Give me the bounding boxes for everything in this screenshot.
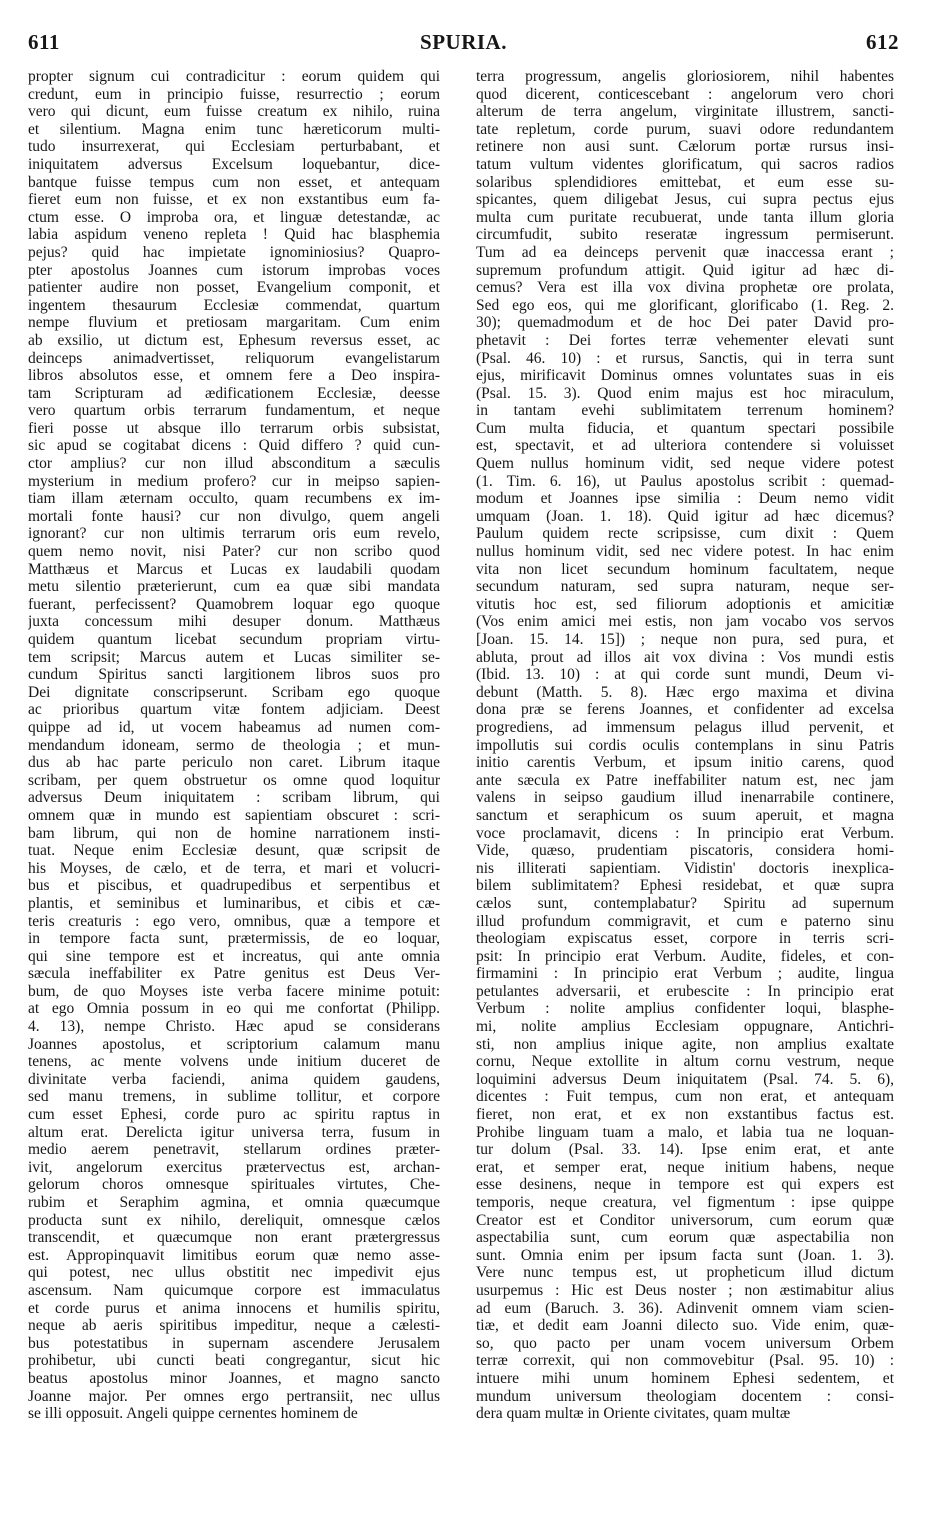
text-line: petulantes adversarii, et erubescite : In principio erat <box>476 982 894 1000</box>
text-line: Quem nullus hominum vidit, sed neque videre potest <box>476 455 894 473</box>
text-line: transcendit, et quæcumque non erant prætergressus <box>28 1229 440 1247</box>
text-line: mortali fonte hausi? cur non divulgo, quem angeli <box>28 507 440 525</box>
text-line: nempe fluvium et pretiosam margaritam. Cum enim <box>28 314 440 332</box>
text-line: bum, de quo Moyses iste verba facere minime potuit: <box>28 982 440 1000</box>
text-line: scribam, per quem obstruetur os omne quod loquitur <box>28 771 440 789</box>
text-line: prohibetur, ubi cuncti beati congregantur, sicut hic <box>28 1352 440 1370</box>
text-line: bus potestatibus in supernam ascendere Jerusalem <box>28 1334 440 1352</box>
text-line: multa cum puritate recubuerat, unde tanta illum gloria <box>476 208 894 226</box>
text-line: Vere nunc tempus est, ut propheticum illud dictum <box>476 1264 894 1282</box>
text-line: umquam (Joan. 1. 18). Quid igitur ad hæc dicemus? <box>476 507 894 525</box>
text-line: valens in seipso gaudium illud inenarrabile continere, <box>476 789 894 807</box>
text-line: tate repletum, corde purum, suavi odore redundantem <box>476 120 894 138</box>
text-line: patienter audire non posset, Evangelium componit, et <box>28 279 440 297</box>
text-line: (Psal. 15. 3). Quod enim majus est hoc miraculum, <box>476 384 894 402</box>
text-line: tur dolum (Psal. 33. 14). Ipse enim erat, et ante <box>476 1141 894 1159</box>
text-line: fieri posse ut absque illo terrarum orbis subsistat, <box>28 419 440 437</box>
text-line: 4. 13), nempe Christo. Hæc apud se considerans <box>28 1018 440 1036</box>
text-line: gelorum choros omnesque spirituales virtutes, Che- <box>28 1176 440 1194</box>
text-line: secundum naturam, sed supra naturam, neque ser- <box>476 578 894 596</box>
text-line: impollutis sui cordis oculis contemplans in sinu Patris <box>476 736 894 754</box>
text-line: pter apostolus Joannes cum istorum improbas voces <box>28 261 440 279</box>
text-line: at ego Omnia possum in eo qui me confortat (Philipp. <box>28 1000 440 1018</box>
text-line: terræ correxit, qui non commovebitur (Psal. 95. 10) : <box>476 1352 894 1370</box>
text-line: (Ibid. 13. 10) : at qui corde sunt mundi, Deum vi- <box>476 666 894 684</box>
text-line: progrediens, ad immensum pelagus illud pervenit, et <box>476 718 894 736</box>
text-line: tuat. Neque enim Ecclesiæ desunt, quæ scripsit de <box>28 842 440 860</box>
text-line: terra progressum, angelis gloriosiorem, nihil habentes <box>476 68 894 85</box>
text-line: bantque fuisse tempus cum non esset, et antequam <box>28 173 440 191</box>
text-line: retinere non ausi sunt. Cælorum portæ rursus insi- <box>476 138 894 156</box>
text-line: metu silentio præterierunt, cum ea quæ sibi mandata <box>28 578 440 596</box>
text-line: in tantam evehi sublimitatem terrenum hominem? <box>476 402 894 420</box>
text-line: sunt. Omnia enim per ipsum facta sunt (Joan. 1. 3). <box>476 1246 894 1264</box>
text-line: tam Scripturam ad ædificationem Ecclesiæ, deesse <box>28 384 440 402</box>
text-line: propter signum cui contradicitur : eorum quidem qui <box>28 68 440 85</box>
text-line: cemus? Vera est illa vox divina prophetæ ore prolata, <box>476 279 894 297</box>
text-line: esse desinens, neque in tempore est qui expers est <box>476 1176 894 1194</box>
text-line: dona præ se ferens Joannes, et confidenter ad excelsa <box>476 701 894 719</box>
text-line: teris creaturis : ego vero, omnibus, quæ a tempore et <box>28 912 440 930</box>
text-line: in tempore facta sunt, prætermissis, de eo loquar, <box>28 930 440 948</box>
text-line: credunt, eum in principio fuisse, resurrectio ; eorum <box>28 85 440 103</box>
text-line: vero quartum orbis terrarum fundamentum, et neque <box>28 402 440 420</box>
text-line: se illi opposuit. Angeli quippe cernentes hominem de <box>28 1405 358 1423</box>
text-line: Prohibe linguam tuam a malo, et labia tua ne loquan- <box>476 1123 894 1141</box>
text-line: et silentium. Magna enim tunc hæreticorum multi- <box>28 120 440 138</box>
text-line: spicantes, quem diligebat Jesus, cui supra pectus ejus <box>476 191 894 209</box>
text-line: tem scripsit; Marcus autem et Lucas similiter se- <box>28 648 440 666</box>
text-line: tenens, ac mente volvens unde initium duceret de <box>28 1053 440 1071</box>
text-line: ad eum (Baruch. 3. 36). Adinvenit omnem viam scien- <box>476 1299 894 1317</box>
running-header <box>28 30 899 60</box>
text-line: mundum universum theologiam docentem : consi- <box>476 1387 894 1405</box>
text-line: solaribus splendidiores emittebat, et eum esse su- <box>476 173 894 191</box>
text-line: (1. Tim. 6. 16), ut Paulus apostolus scribit : quemad- <box>476 472 894 490</box>
text-line: Cum multa fiducia, et quantum spectari possibile <box>476 419 894 437</box>
text-line: nullus hominum vidit, sed nec videre potest. In hac enim <box>476 543 894 561</box>
text-line: [Joan. 15. 14. 15]) ; neque non pura, sed pura, et <box>476 631 894 648</box>
text-line: rubim et Seraphim agmina, et omnia quæcumque <box>28 1194 440 1211</box>
text-line: sed manu tremens, in sublime tollitur, et corpore <box>28 1088 440 1106</box>
text-line: ab exsilio, ut dictum est, Ephesum reversus esset, ac <box>28 331 440 349</box>
text-line: et corde purus et anima innocens et humilis spiritu, <box>28 1299 440 1317</box>
text-line: firmamini : In principio erat Verbum ; audite, lingua <box>476 965 894 983</box>
text-line: cum esset Ephesi, corde puro ac spiritu raptus in <box>28 1106 440 1124</box>
text-line: tiæ, et dedit eam Joanni dilecto suo. Vide enim, quæ- <box>476 1317 894 1335</box>
text-line: ingentem thesaurum Ecclesiæ commendat, quartum <box>28 296 440 314</box>
text-line: dera quam multæ in Oriente civitates, quam multæ <box>476 1405 791 1423</box>
text-line: iniquitatem adversus Excelsum loquebantur, dice- <box>28 155 440 173</box>
text-line: abluta, prout ad illos ait vox divina : Vos mundi estis <box>476 648 894 666</box>
text-line: cælos sunt, contemplabatur? Spiritu ad supernum <box>476 894 894 912</box>
text-line: quidem quantum licebat secundum propriam virtu- <box>28 631 440 648</box>
text-line: fieret, non erat, et ex non exstantibus factus est. <box>476 1106 894 1124</box>
text-line: fieret eum non fuisse, et ex non exstantibus eum fa- <box>28 191 440 209</box>
text-line: est, spectavit, et ad ulteriora contendere si voluisset <box>476 437 894 455</box>
text-line: tiam illam æternam occulto, quam recumbens ex im- <box>28 490 440 508</box>
text-line: libros absolutos esse, et omnem fere a Deo inspira- <box>28 367 440 385</box>
text-line: sæcula ineffabiliter ex Patre genitus est Deus Ver- <box>28 965 440 983</box>
running-title: SPURIA. <box>420 30 507 54</box>
text-line: nis illiterati sapientiam. Vidistin' doctoris inexplica- <box>476 859 894 877</box>
text-line: Dei dignitate conscripserunt. Scribam ego quoque <box>28 683 440 701</box>
text-line: divinitate verba faciendi, anima quidem gaudens, <box>28 1070 440 1088</box>
text-line: Creator est et Conditor universorum, cum eorum quæ <box>476 1211 894 1229</box>
text-line: so, quo pacto per unam vocem universum Orbem <box>476 1334 894 1352</box>
text-line: producta sunt ex nihilo, dereliquit, omnesque cælos <box>28 1211 440 1229</box>
text-line: pejus? quid hac impietate ignominiosius? Quapro- <box>28 243 440 261</box>
text-line: beatus apostolus minor Joannes, et magno sancto <box>28 1369 440 1387</box>
text-line: phetavit : Dei fortes terræ vehementer elevati sunt <box>476 331 894 349</box>
text-line: bus et piscibus, et quadrupedibus et serpentibus et <box>28 877 440 895</box>
text-line: vita non licet secundum hominum facultatem, neque <box>476 560 894 578</box>
text-line: cundum Spiritus sancti largitionem libros suos pro <box>28 666 440 684</box>
text-line: theologiam expiscatus esset, corpore in terris scri- <box>476 930 894 948</box>
text-line: fuerant, perfecissent? Quamobrem loquar ego quoque <box>28 595 440 613</box>
text-line: mi, nolite amplius Ecclesiam oppugnare, Antichri- <box>476 1018 894 1036</box>
text-line: voce proclamavit, dicens : In principio erat Verbum. <box>476 824 894 842</box>
text-line: usurpemus : Hic est Deus noster ; non æstimabitur alius <box>476 1281 894 1299</box>
text-line: vero qui dicunt, eum fuisse creatum ex nihilo, ruina <box>28 103 440 121</box>
text-line: labia aspidum veneno repleta ! Quid hac blasphemia <box>28 226 440 244</box>
text-line: quippe ad id, ut vocem habeamus ad numen com- <box>28 718 440 736</box>
text-line: ctum esse. O improba ora, et linguæ detestandæ, ac <box>28 208 440 226</box>
text-line: omnem quæ in mundo est sapientiam obscuret : scri- <box>28 806 440 824</box>
text-line: vitutis hoc est, sed filiorum adoptionis et amicitiæ <box>476 595 894 613</box>
text-line: neque ab aeris spiritibus impeditur, neque a cælesti- <box>28 1317 440 1335</box>
text-line: tatum vultum videntes glorificatum, qui sacros radios <box>476 155 894 173</box>
text-line: altum erat. Derelicta igitur universa terra, fusum in <box>28 1123 440 1141</box>
text-line: dus ab hac parte periculo non caret. Librum itaque <box>28 754 440 772</box>
text-line: mendandum idoneam, sermo de theologia ; et mun- <box>28 736 440 754</box>
text-line: ante sæcula ex Patre ineffabiliter natum est, nec jam <box>476 771 894 789</box>
text-line: illud profundum commigravit, et cum e paterno sinu <box>476 912 894 930</box>
text-line: ignorant? cur non ultimis terrarum oris eum revelo, <box>28 525 440 543</box>
text-line: juxta concessum mihi desuper donum. Matthæus <box>28 613 440 631</box>
text-column-left <box>28 68 440 1423</box>
text-line: (Vos enim amici mei estis, non jam vocabo vos servos <box>476 613 894 631</box>
page-number-left: 611 <box>28 30 60 54</box>
text-line: ejus, mirificavit Dominus omnes voluntates suas in eis <box>476 367 894 385</box>
text-line: ascensum. Nam quicumque corpore est immaculatus <box>28 1281 440 1299</box>
text-line: cornu, Neque extollite in altum cornu vestrum, neque <box>476 1053 894 1071</box>
page-number-right: 612 <box>866 30 899 54</box>
text-line: (Psal. 46. 10) : et rursus, Sanctis, qui in terra sunt <box>476 349 894 367</box>
text-line: 30); quemadmodum et de hoc Dei pater David pro- <box>476 314 894 332</box>
text-line: Tum ad ea deinceps pervenit quæ inaccessa erant ; <box>476 243 894 261</box>
text-line: circumfudit, subito reseratæ ingressum permiserunt. <box>476 226 894 244</box>
text-line: Vide, quæso, prudentiam piscatoris, considera homi- <box>476 842 894 860</box>
text-line: sti, non amplius inique agite, non amplius exaltate <box>476 1035 894 1053</box>
text-line: Sed ego eos, qui me glorificant, glorificabo (1. Reg. 2. <box>476 296 894 314</box>
text-line: dicentes : Fuit tempus, cum non erat, et antequam <box>476 1088 894 1106</box>
text-line: sic apud se cogitabat dicens : Quid differo ? quid cun- <box>28 437 440 455</box>
text-line: intuere mihi unum hominem Ephesi sedentem, et <box>476 1369 894 1387</box>
text-line: qui sine tempore est et increatus, qui ante omnia <box>28 947 440 965</box>
text-line: ivit, angelorum exercitus prætervectus est, archan- <box>28 1158 440 1176</box>
text-line: modum et Joannes ipse similia : Deum nemo vidit <box>476 490 894 508</box>
text-line: tudo insurrexerat, qui Ecclesiam perturbabant, et <box>28 138 440 156</box>
text-column-right <box>476 68 894 1423</box>
text-line: his Moyses, de cælo, et de terra, et mari et volucri- <box>28 859 440 877</box>
text-line: qui potest, nec ullus obstitit nec impedivit ejus <box>28 1264 440 1282</box>
text-line: sanctum et seraphicum os suum aperuit, et magna <box>476 806 894 824</box>
text-line: bilem sublimitatem? Ephesi residebat, et quæ supra <box>476 877 894 895</box>
text-line: medio aerem penetravit, stellarum ordines præter- <box>28 1141 440 1159</box>
text-line: bam librum, qui non de homine narrationem insti- <box>28 824 440 842</box>
text-line: quod dicerent, conticescebant : angelorum vero chori <box>476 85 894 103</box>
text-line: ac prioribus quartum vitæ fontem adjiciam. Deest <box>28 701 440 719</box>
text-line: Matthæus et Marcus et Lucas ex laudabili quodam <box>28 560 440 578</box>
text-line: alterum de terra angelum, virginitate illustrem, sancti- <box>476 103 894 121</box>
text-line: debunt (Matth. 5. 8). Hæc ergo maxima et divina <box>476 683 894 701</box>
text-line: aspectabilia sunt, cum eorum quæ aspectabilia non <box>476 1229 894 1247</box>
text-line: initio carentis Verbum, et ipsum initio carens, quod <box>476 754 894 772</box>
text-line: est. Appropinquavit limitibus eorum quæ nemo asse- <box>28 1246 440 1264</box>
text-line: Joannes apostolus, et scriptorium calamum manu <box>28 1035 440 1053</box>
text-line: adversus Deum iniquitatem : scribam librum, qui <box>28 789 440 807</box>
text-line: supremum profundum attigit. Quid igitur ad hæc di- <box>476 261 894 279</box>
text-line: Verbum : nolite amplius confidenter loqui, blasphe- <box>476 1000 894 1018</box>
text-line: Joanne major. Per omnes ergo pertransiit, nec ullus <box>28 1387 440 1405</box>
text-line: psit: In principio erat Verbum. Audite, fideles, et con- <box>476 947 894 965</box>
text-line: quem nemo novit, nisi Pater? cur non scribo quod <box>28 543 440 561</box>
text-line: temporis, neque creatura, vel figmentum : ipse quippe <box>476 1194 894 1211</box>
text-line: loquimini adversus Deum iniquitatem (Psal. 74. 5. 6), <box>476 1070 894 1088</box>
text-line: deinceps animadvertisset, reliquorum evangelistarum <box>28 349 440 367</box>
text-line: erat, et semper erat, neque initium habens, neque <box>476 1158 894 1176</box>
text-line: mysterium in medium profero? cur in meipso sapien- <box>28 472 440 490</box>
text-line: Paulum quidem recte scripsisse, cum dixit : Quem <box>476 525 894 543</box>
text-line: ctor amplius? cur non illud absconditum a sæculis <box>28 455 440 473</box>
text-line: plantis, et seminibus et luminaribus, et cibis et cæ- <box>28 894 440 912</box>
